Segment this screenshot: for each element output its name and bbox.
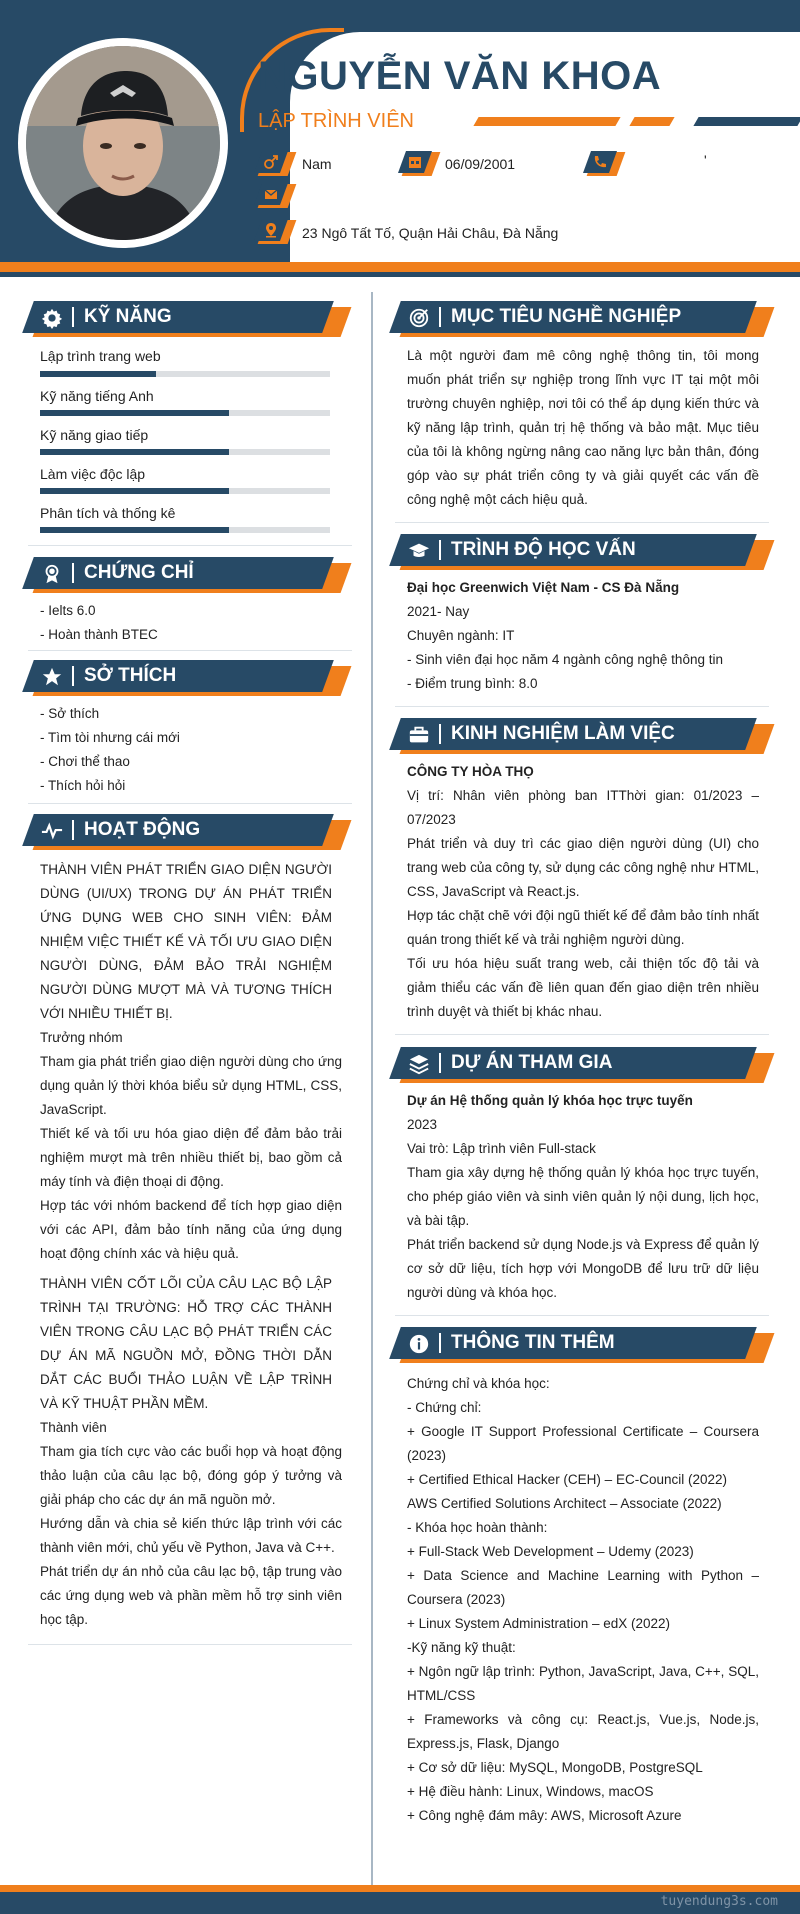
section-header-additional: [395, 1327, 769, 1361]
certificates-title: CHỨNG CHỈ: [84, 562, 194, 583]
additional-line: + Google IT Support Professional Certificate – Coursera (2023): [407, 1424, 759, 1463]
company-name: CÔNG TY HÒA THỌ: [407, 764, 534, 779]
award-icon: [40, 562, 64, 586]
additional-line: + Frameworks và công cụ: React.js, Vue.js, Node.js, Express.js, Flask, Django: [407, 1712, 759, 1751]
project-name: Dự án Hệ thống quản lý khóa học trực tuyến: [407, 1093, 693, 1108]
education-title: TRÌNH ĐỘ HỌC VẤN: [451, 539, 636, 560]
address-value: 23 Ngô Tất Tố, Quận Hải Châu, Đà Nẵng: [302, 225, 559, 241]
additional-line: + Certified Ethical Hacker (CEH) – EC-Council (2022): [407, 1472, 727, 1487]
additional-line: + Công nghệ đám mây: AWS, Microsoft Azure: [407, 1808, 682, 1823]
skill-label: Kỹ năng giao tiếp: [40, 427, 149, 443]
skill-bar-fill: [40, 488, 229, 494]
role-accent-bar: [629, 117, 674, 126]
role-accent-bar: [693, 117, 800, 126]
info-icon: [407, 1332, 431, 1356]
activity-title: THÀNH VIÊN PHÁT TRIỂN GIAO DIỆN NGƯỜI DÙNG (UI/UX) TRONG DỰ ÁN PHÁT TRIỂN ỨNG DỤNG WEB CHO SINH VIÊN: ĐẢM NHIỆM VIỆC THIẾT KẾ VÀ TỐI ƯU GIAO DIỆN NGƯỜI DÙNG, ĐẢM BẢO TRẢI NGHIỆM NGƯỜI DÙNG MƯỢT MÀ VÀ TƯƠNG THÍCH VỚI NHIỀU THIẾT BỊ.: [40, 862, 332, 1021]
skill-bar: [40, 527, 330, 533]
skills-title: KỸ NĂNG: [84, 306, 172, 327]
skill-bar: [40, 449, 330, 455]
activity-detail: Hợp tác với nhóm backend để tích hợp giao diện với các API, đảm bảo tính năng của ứng dụng hoạt động chính xác và hiệu quả.: [40, 1198, 342, 1261]
activity-detail: Thiết kế và tối ưu hóa giao diện để đảm bảo trải nghiệm mượt mà trên nhiều thiết bị, bao gồm cả máy tính và điện thoại di động.: [40, 1126, 342, 1189]
skill-label: Phân tích và thống kê: [40, 505, 176, 521]
additional-line: AWS Certified Solutions Architect – Associate (2022): [407, 1496, 722, 1511]
education-period: 2021- Nay: [407, 604, 470, 619]
section-header-hobbies: [28, 660, 346, 694]
education-major: Chuyên ngành: IT: [407, 628, 515, 643]
additional-line: + Linux System Administration – edX (2022): [407, 1616, 671, 1631]
hobbies-title: SỞ THÍCH: [84, 665, 177, 686]
phone-value: ': [704, 152, 707, 168]
avatar: [26, 46, 220, 240]
section-divider: [395, 522, 769, 523]
footer-stripe-orange: [0, 1885, 800, 1892]
project-role: Vai trò: Lập trình viên Full-stack: [407, 1141, 596, 1156]
skill-bar-fill: [40, 527, 229, 533]
header-stripe-navy: [0, 272, 800, 277]
project-detail: Phát triển backend sử dụng Node.js và Express để quản lý cơ sở dữ liệu, tích hợp với MongoDB để lưu trữ dữ liệu người dùng và khóa học.: [407, 1237, 759, 1300]
hobby-item: - Tìm tòi nhưng cái mới: [40, 730, 180, 745]
skill-label: Kỹ năng tiếng Anh: [40, 388, 154, 404]
experience-detail: Tối ưu hóa hiệu suất trang web, cải thiện tốc độ tải và giảm thiểu các vấn đề liên quan đến giao diện trên nhiều trình duyệt và thiết bị khác nhau.: [407, 956, 759, 1019]
activity-title: THÀNH VIÊN CỐT LÕI CỦA CÂU LẠC BỘ LẬP TRÌNH TẠI TRƯỜNG: HỖ TRỢ CÁC THÀNH VIÊN TRONG CÂU LẠC BỘ PHÁT TRIỂN CÁC DỰ ÁN MÃ NGUỒN MỞ, ĐỒNG THỜI DẪN DẮT CÁC BUỔI THẢO LUẬN VỀ LẬP TRÌNH VÀ KỸ THUẬT PHẦN MỀM.: [40, 1276, 332, 1411]
header-stripe-orange: [0, 262, 800, 272]
experience-detail: Phát triển và duy trì các giao diện người dùng (UI) cho trang web của công ty, sử dụng các công nghệ như HTML, CSS, JavaScript và React.js.: [407, 836, 759, 899]
additional-line: + Hệ điều hành: Linux, Windows, macOS: [407, 1784, 654, 1799]
watermark: tuyendung3s.com: [660, 1894, 778, 1909]
section-header-activities: [28, 814, 346, 848]
section-header-certificates: [28, 557, 346, 591]
activities-title: HOẠT ĐỘNG: [84, 819, 201, 840]
additional-line: + Full-Stack Web Development – Udemy (2023): [407, 1544, 694, 1559]
graduation-cap-icon: [407, 539, 431, 563]
activity-role: Thành viên: [40, 1420, 107, 1435]
section-header-education: [395, 534, 769, 568]
skill-bar: [40, 371, 330, 377]
briefcase-icon: [407, 723, 431, 747]
skill-bar-fill: [40, 371, 156, 377]
activity-detail: Tham gia phát triển giao diện người dùng cho ứng dụng quản lý thời khóa biểu sử dụng HTML, CSS, JavaScript.: [40, 1054, 342, 1117]
experience-detail: Hợp tác chặt chẽ với đội ngũ thiết kế để đảm bảo tính nhất quán trong thiết kế và trải nghiệm người dùng.: [407, 908, 759, 947]
section-divider: [395, 1034, 769, 1035]
section-divider: [28, 650, 352, 651]
star-icon: [40, 665, 64, 689]
skill-bar: [40, 488, 330, 494]
candidate-role: LẬP TRÌNH VIÊN: [258, 110, 414, 132]
additional-line: - Chứng chỉ:: [407, 1400, 482, 1415]
certificate-item: - Hoàn thành BTEC: [40, 627, 158, 642]
skill-label: Lập trình trang web: [40, 348, 161, 364]
education-detail: - Sinh viên đại học năm 4 ngành công nghệ thông tin: [407, 652, 723, 667]
section-divider: [395, 706, 769, 707]
column-divider: [371, 292, 373, 1892]
objective-title: MỤC TIÊU NGHỀ NGHIỆP: [451, 306, 682, 327]
project-year: 2023: [407, 1117, 438, 1132]
section-header-objective: [395, 301, 769, 335]
project-detail: Tham gia xây dựng hệ thống quản lý khóa học trực tuyến, cho phép giáo viên và sinh viên quản lý nội dung, lịch học, và bài tập.: [407, 1165, 759, 1228]
activity-detail: Phát triển dự án nhỏ của câu lạc bộ, tập trung vào các ứng dụng web và phần mềm hỗ trợ sinh viên học tập.: [40, 1564, 342, 1627]
skill-label: Làm việc độc lập: [40, 466, 146, 482]
additional-line: + Data Science and Machine Learning with Python – Coursera (2023): [407, 1568, 759, 1607]
activity-role: Trưởng nhóm: [40, 1030, 123, 1045]
objective-text: Là một người đam mê công nghệ thông tin, tôi mong muốn phát triển sự nghiệp trong lĩnh vực IT tại một môi trường chuyên nghiệp, nơi tôi có thể áp dụng kiến thức và kỹ năng lập trình, quản trị hệ thống và bảo mật. Mục tiêu của tôi là không ngừng nâng cao năng lực bản thân, đóng góp vào sự phát triển công ty và giải quyết các vấn đề công nghệ một cách hiệu quả.: [407, 348, 759, 507]
certificate-item: - Ielts 6.0: [40, 603, 96, 618]
section-divider: [28, 1644, 352, 1645]
section-header-skills: [28, 301, 346, 335]
gear-icon: [40, 306, 64, 330]
activity-detail: Tham gia tích cực vào các buổi họp và hoạt động thảo luận của câu lạc bộ, đóng góp ý tưởng và giải pháp cho các dự án mã nguồn mở.: [40, 1444, 342, 1507]
activity-detail: Hướng dẫn và chia sẻ kiến thức lập trình với các thành viên mới, chủ yếu về Python, Java và C++.: [40, 1516, 342, 1555]
experience-title: KINH NGHIỆM LÀM VIỆC: [451, 723, 675, 744]
projects-title: DỰ ÁN THAM GIA: [451, 1052, 613, 1073]
education-detail: - Điểm trung bình: 8.0: [407, 676, 538, 691]
candidate-name: NGUYỄN VĂN KHOA: [258, 54, 662, 98]
additional-title: THÔNG TIN THÊM: [451, 1332, 615, 1353]
hobby-item: - Chơi thể thao: [40, 754, 130, 769]
additional-line: -Kỹ năng kỹ thuật:: [407, 1640, 516, 1655]
hobby-item: - Sở thích: [40, 706, 100, 721]
section-header-experience: [395, 718, 769, 752]
section-header-projects: [395, 1047, 769, 1081]
skill-bar-fill: [40, 410, 229, 416]
role-accent-bar: [473, 117, 620, 126]
skill-bar-fill: [40, 449, 229, 455]
birthdate-value: 06/09/2001: [445, 156, 516, 172]
layers-icon: [407, 1052, 431, 1076]
gender-value: Nam: [302, 156, 332, 172]
hobby-item: - Thích hỏi hỏi: [40, 778, 126, 793]
additional-line: + Cơ sở dữ liệu: MySQL, MongoDB, PostgreSQL: [407, 1760, 703, 1775]
section-divider: [28, 803, 352, 804]
section-divider: [28, 545, 352, 546]
experience-position: Vị trí: Nhân viên phòng ban ITThời gian: 01/2023 – 07/2023: [407, 788, 759, 827]
section-divider: [395, 1315, 769, 1316]
target-icon: [407, 306, 431, 330]
additional-line: - Khóa học hoàn thành:: [407, 1520, 548, 1535]
school-name: Đại học Greenwich Việt Nam - CS Đà Nẵng: [407, 580, 680, 595]
skill-bar: [40, 410, 330, 416]
additional-line: + Ngôn ngữ lập trình: Python, JavaScript, Java, C++, SQL, HTML/CSS: [407, 1664, 759, 1703]
additional-line: Chứng chỉ và khóa học:: [407, 1376, 550, 1391]
pulse-icon: [40, 819, 64, 843]
